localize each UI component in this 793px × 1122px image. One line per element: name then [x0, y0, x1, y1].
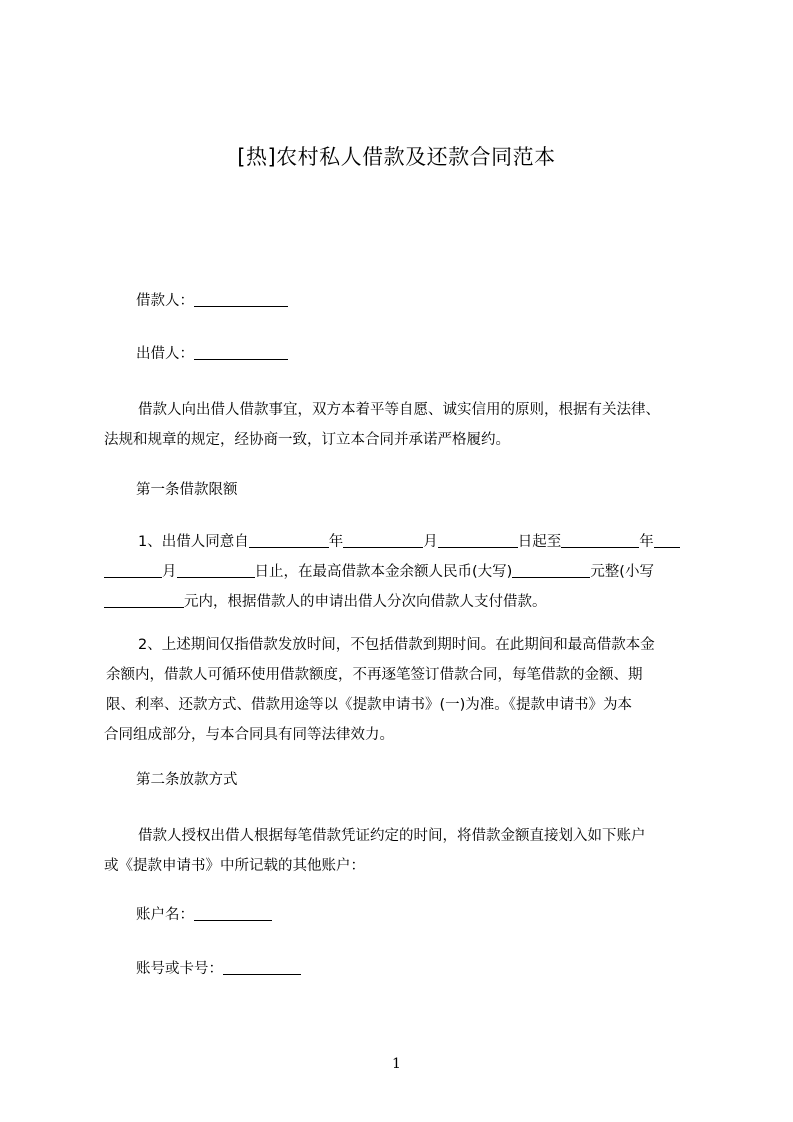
- amount-figures-blank: [104, 591, 184, 608]
- lender-label: 出借人：: [136, 346, 194, 362]
- clause-line: 2、上述期间仅指借款发放时间，不包括借款到期时间。在此期间和最高借款本金: [138, 637, 655, 653]
- lender-blank: [194, 343, 288, 360]
- start-year-blank: [249, 531, 329, 548]
- clause-text: 1、出借人同意自: [138, 534, 249, 550]
- article-1-heading: 第一条借款限额: [136, 482, 238, 498]
- clause-text: 日起至: [517, 534, 562, 550]
- end-month-blank-part: [654, 531, 680, 548]
- clause-text: 月: [423, 534, 438, 550]
- borrower-blank: [194, 290, 288, 307]
- clause-line: 借款人授权出借人根据每笔借款凭证约定的时间，将借款金额直接划入如下账户: [138, 828, 646, 844]
- clause-text: 元内，根据借款人的申请出借人分次向借款人支付借款。: [184, 594, 547, 610]
- start-day-blank: [438, 531, 518, 548]
- clause-text: 年: [328, 534, 344, 550]
- article-2-paragraph: [104, 821, 704, 881]
- clause-text: 月: [162, 564, 177, 580]
- clause-line: [104, 527, 704, 557]
- clause-text: 年: [639, 534, 654, 550]
- end-year-blank: [561, 531, 639, 548]
- clause-text: 元整(小写: [590, 564, 654, 580]
- clause-line: 余额内，借款人可循环使用借款额度，不再逐笔签订借款合同，每笔借款的金额、期: [106, 667, 643, 683]
- intro-line: 法规和规章的规定，经协商一致，订立本合同并承诺严格履约。: [104, 432, 510, 448]
- clause-line: 限、利率、还款方式、借款用途等以《提款申请书》(一)为准。《提款申请书》为本: [106, 697, 633, 713]
- account-number-label: 账号或卡号：: [136, 961, 223, 977]
- account-name-field: [136, 904, 272, 925]
- intro-paragraph: [104, 395, 704, 455]
- borrower-field: [136, 290, 288, 311]
- article-2-heading: 第二条放款方式: [136, 772, 238, 788]
- intro-line: 借款人向出借人借款事宜，双方本着平等自愿、诚实信用的原则，根据有关法律、: [138, 402, 660, 418]
- end-day-blank: [177, 561, 255, 578]
- start-month-blank: [343, 531, 423, 548]
- page-number: 1: [392, 1056, 401, 1072]
- clause-line: 或《提款申请书》中所记载的其他账户：: [104, 858, 365, 874]
- account-number-field: [136, 958, 301, 979]
- borrower-label: 借款人：: [136, 293, 194, 309]
- amount-words-blank: [512, 561, 590, 578]
- end-month-blank: [104, 561, 162, 578]
- clause-line: [104, 557, 704, 587]
- account-name-label: 账户名：: [136, 907, 194, 923]
- article-1-clause-1: [104, 527, 704, 617]
- article-1-clause-2: [104, 630, 704, 750]
- account-name-blank: [194, 904, 272, 921]
- account-number-blank: [223, 958, 301, 975]
- clause-line: 合同组成部分，与本合同具有同等法律效力。: [104, 727, 394, 743]
- clause-text: 日止，在最高借款本金余额人民币(大写): [254, 564, 513, 580]
- document-title: [热]农村私人借款及还款合同范本: [237, 145, 556, 169]
- clause-line: [104, 587, 704, 617]
- lender-field: [136, 343, 288, 364]
